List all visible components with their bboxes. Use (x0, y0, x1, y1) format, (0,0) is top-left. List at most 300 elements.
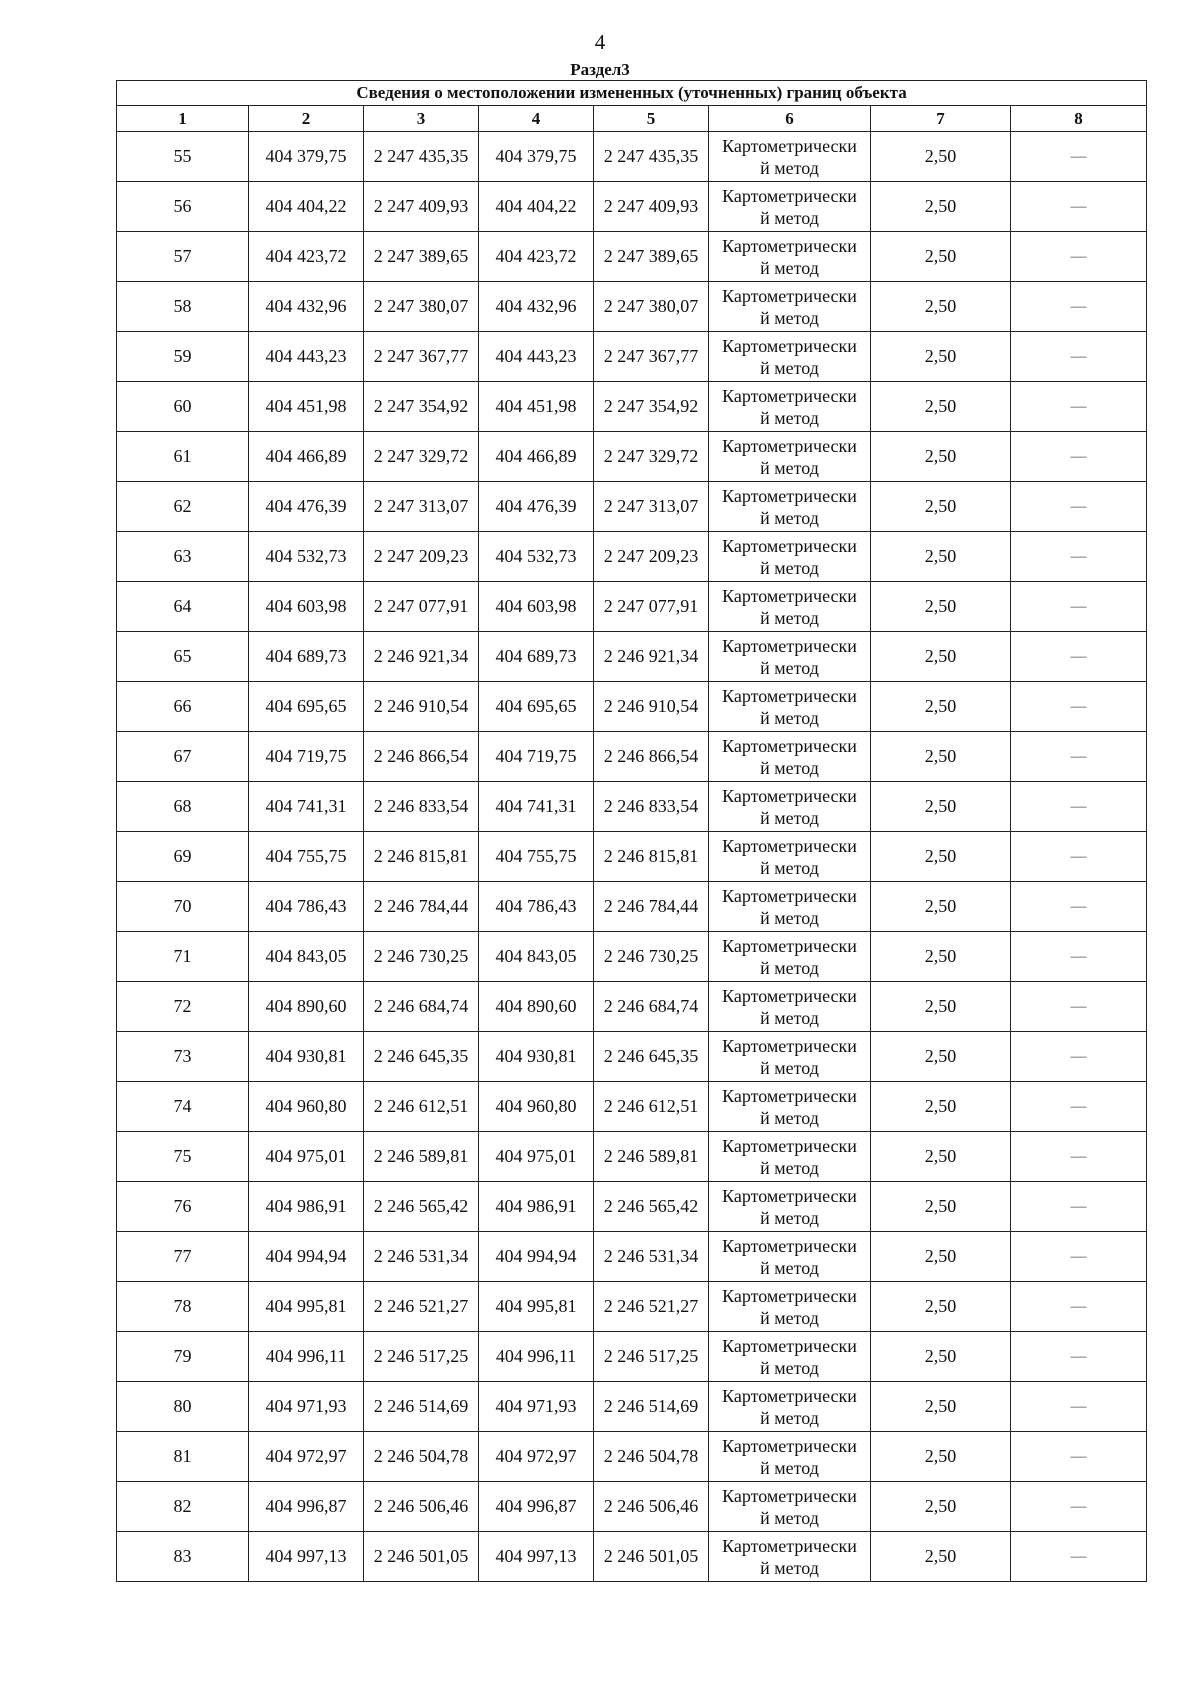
y-coordinate-cell: 2 246 866,54 (364, 732, 479, 782)
point-number-cell: 79 (117, 1332, 249, 1382)
method-cell (709, 682, 871, 732)
x-coordinate-cell: 404 960,80 (479, 1082, 594, 1132)
accuracy-cell: 2,50 (871, 582, 1011, 632)
x-coordinate-cell: 404 755,75 (479, 832, 594, 882)
table-title: Сведения о местоположении измененных (уточненных) границ объекта (117, 81, 1147, 106)
method-cell (709, 932, 871, 982)
table-body (117, 132, 1147, 1582)
description-cell: — (1011, 1482, 1147, 1532)
y-coordinate-cell: 2 246 517,25 (364, 1332, 479, 1382)
y-coordinate-cell: 2 247 409,93 (364, 182, 479, 232)
x-coordinate-cell: 404 466,89 (249, 432, 364, 482)
point-number-cell: 73 (117, 1032, 249, 1082)
accuracy-cell: 2,50 (871, 282, 1011, 332)
description-cell: — (1011, 682, 1147, 732)
table-row (117, 132, 1147, 182)
page-number: 4 (594, 30, 606, 54)
x-coordinate-cell: 404 997,13 (479, 1532, 594, 1582)
method-cell (709, 1082, 871, 1132)
x-coordinate-cell: 404 972,97 (249, 1432, 364, 1482)
y-coordinate-cell: 2 246 612,51 (594, 1082, 709, 1132)
x-coordinate-cell: 404 423,72 (249, 232, 364, 282)
description-cell: — (1011, 932, 1147, 982)
table-row (117, 582, 1147, 632)
y-coordinate-cell: 2 246 517,25 (594, 1332, 709, 1382)
table-row (117, 1482, 1147, 1532)
column-number: 4 (479, 106, 594, 132)
point-number-cell: 80 (117, 1382, 249, 1432)
method-cell (709, 1282, 871, 1332)
point-number-cell: 78 (117, 1282, 249, 1332)
column-number: 6 (709, 106, 871, 132)
y-coordinate-cell: 2 247 409,93 (594, 182, 709, 232)
table-row (117, 1382, 1147, 1432)
column-number: 2 (249, 106, 364, 132)
y-coordinate-cell: 2 246 645,35 (594, 1032, 709, 1082)
x-coordinate-cell: 404 960,80 (249, 1082, 364, 1132)
x-coordinate-cell: 404 603,98 (249, 582, 364, 632)
accuracy-cell: 2,50 (871, 1382, 1011, 1432)
table-row (117, 732, 1147, 782)
point-number-cell: 58 (117, 282, 249, 332)
method-text-line: й метод (760, 257, 819, 278)
description-cell: — (1011, 782, 1147, 832)
y-coordinate-cell: 2 246 833,54 (364, 782, 479, 832)
method-cell (709, 1432, 871, 1482)
description-cell: — (1011, 232, 1147, 282)
x-coordinate-cell: 404 930,81 (249, 1032, 364, 1082)
accuracy-cell: 2,50 (871, 1532, 1011, 1582)
method-cell (709, 1482, 871, 1532)
y-coordinate-cell: 2 246 730,25 (364, 932, 479, 982)
x-coordinate-cell: 404 379,75 (479, 132, 594, 182)
y-coordinate-cell: 2 246 521,27 (594, 1282, 709, 1332)
x-coordinate-cell: 404 379,75 (249, 132, 364, 182)
method-text-line: й метод (760, 857, 819, 878)
x-coordinate-cell: 404 432,96 (479, 282, 594, 332)
x-coordinate-cell: 404 930,81 (479, 1032, 594, 1082)
method-text-line: Картометрически (722, 1335, 857, 1356)
method-cell (709, 1532, 871, 1582)
method-text-line: Картометрически (722, 785, 857, 806)
description-cell: — (1011, 432, 1147, 482)
x-coordinate-cell: 404 996,11 (479, 1332, 594, 1382)
y-coordinate-cell: 2 247 389,65 (364, 232, 479, 282)
accuracy-cell: 2,50 (871, 632, 1011, 682)
x-coordinate-cell: 404 741,31 (479, 782, 594, 832)
point-number-cell: 68 (117, 782, 249, 832)
x-coordinate-cell: 404 996,87 (249, 1482, 364, 1532)
method-text-line: й метод (760, 1157, 819, 1178)
y-coordinate-cell: 2 247 329,72 (594, 432, 709, 482)
table-row (117, 182, 1147, 232)
y-coordinate-cell: 2 246 612,51 (364, 1082, 479, 1132)
column-number: 3 (364, 106, 479, 132)
y-coordinate-cell: 2 246 504,78 (594, 1432, 709, 1482)
method-text-line: Картометрически (722, 1235, 857, 1256)
x-coordinate-cell: 404 432,96 (249, 282, 364, 332)
y-coordinate-cell: 2 247 077,91 (594, 582, 709, 632)
x-coordinate-cell: 404 719,75 (479, 732, 594, 782)
y-coordinate-cell: 2 246 784,44 (594, 882, 709, 932)
point-number-cell: 59 (117, 332, 249, 382)
method-text-line: й метод (760, 907, 819, 928)
method-text-line: Картометрически (722, 635, 857, 656)
y-coordinate-cell: 2 246 531,34 (364, 1232, 479, 1282)
y-coordinate-cell: 2 246 866,54 (594, 732, 709, 782)
method-text-line: й метод (760, 157, 819, 178)
method-text-line: й метод (760, 1057, 819, 1078)
y-coordinate-cell: 2 246 565,42 (364, 1182, 479, 1232)
method-cell (709, 1032, 871, 1082)
accuracy-cell: 2,50 (871, 1232, 1011, 1282)
y-coordinate-cell: 2 247 354,92 (594, 382, 709, 432)
accuracy-cell: 2,50 (871, 1182, 1011, 1232)
x-coordinate-cell: 404 476,39 (249, 482, 364, 532)
method-text-line: Картометрически (722, 1385, 857, 1406)
method-text-line: Картометрически (722, 1535, 857, 1556)
description-cell: — (1011, 582, 1147, 632)
accuracy-cell: 2,50 (871, 682, 1011, 732)
table-row (117, 482, 1147, 532)
method-text-line: й метод (760, 457, 819, 478)
column-number: 1 (117, 106, 249, 132)
description-cell: — (1011, 1382, 1147, 1432)
method-text-line: й метод (760, 357, 819, 378)
method-text-line: й метод (760, 407, 819, 428)
point-number-cell: 62 (117, 482, 249, 532)
x-coordinate-cell: 404 971,93 (249, 1382, 364, 1432)
method-text-line: Картометрически (722, 885, 857, 906)
y-coordinate-cell: 2 246 833,54 (594, 782, 709, 832)
y-coordinate-cell: 2 247 329,72 (364, 432, 479, 482)
x-coordinate-cell: 404 689,73 (479, 632, 594, 682)
x-coordinate-cell: 404 741,31 (249, 782, 364, 832)
accuracy-cell: 2,50 (871, 532, 1011, 582)
y-coordinate-cell: 2 246 589,81 (364, 1132, 479, 1182)
method-text-line: й метод (760, 507, 819, 528)
table-row (117, 532, 1147, 582)
y-coordinate-cell: 2 246 514,69 (594, 1382, 709, 1432)
method-text-line: Картометрически (722, 1135, 857, 1156)
method-text-line: Картометрически (722, 485, 857, 506)
x-coordinate-cell: 404 689,73 (249, 632, 364, 682)
point-number-cell: 57 (117, 232, 249, 282)
method-text-line: й метод (760, 557, 819, 578)
method-text-line: Картометрически (722, 685, 857, 706)
method-text-line: й метод (760, 1207, 819, 1228)
y-coordinate-cell: 2 246 910,54 (364, 682, 479, 732)
table-row (117, 1532, 1147, 1582)
x-coordinate-cell: 404 695,65 (249, 682, 364, 732)
table-row (117, 682, 1147, 732)
y-coordinate-cell: 2 247 354,92 (364, 382, 479, 432)
method-text-line: й метод (760, 207, 819, 228)
x-coordinate-cell: 404 994,94 (249, 1232, 364, 1282)
table-row (117, 332, 1147, 382)
method-text-line: й метод (760, 707, 819, 728)
description-cell: — (1011, 832, 1147, 882)
y-coordinate-cell: 2 246 514,69 (364, 1382, 479, 1432)
x-coordinate-cell: 404 786,43 (479, 882, 594, 932)
y-coordinate-cell: 2 247 380,07 (594, 282, 709, 332)
y-coordinate-cell: 2 247 389,65 (594, 232, 709, 282)
description-cell: — (1011, 1082, 1147, 1132)
method-text-line: Картометрически (722, 185, 857, 206)
method-text-line: й метод (760, 1307, 819, 1328)
y-coordinate-cell: 2 247 077,91 (364, 582, 479, 632)
method-text-line: Картометрически (722, 385, 857, 406)
method-text-line: Картометрически (722, 335, 857, 356)
method-text-line: Картометрически (722, 1485, 857, 1506)
method-text-line: й метод (760, 307, 819, 328)
x-coordinate-cell: 404 719,75 (249, 732, 364, 782)
x-coordinate-cell: 404 890,60 (249, 982, 364, 1032)
method-cell (709, 132, 871, 182)
y-coordinate-cell: 2 246 684,74 (364, 982, 479, 1032)
y-coordinate-cell: 2 246 531,34 (594, 1232, 709, 1282)
x-coordinate-cell: 404 843,05 (249, 932, 364, 982)
method-text-line: Картометрически (722, 285, 857, 306)
x-coordinate-cell: 404 972,97 (479, 1432, 594, 1482)
x-coordinate-cell: 404 532,73 (479, 532, 594, 582)
accuracy-cell: 2,50 (871, 882, 1011, 932)
point-number-cell: 76 (117, 1182, 249, 1232)
y-coordinate-cell: 2 247 435,35 (364, 132, 479, 182)
point-number-cell: 69 (117, 832, 249, 882)
point-number-cell: 56 (117, 182, 249, 232)
accuracy-cell: 2,50 (871, 1332, 1011, 1382)
x-coordinate-cell: 404 890,60 (479, 982, 594, 1032)
x-coordinate-cell: 404 995,81 (249, 1282, 364, 1332)
table-row (117, 882, 1147, 932)
description-cell: — (1011, 982, 1147, 1032)
table-row (117, 1132, 1147, 1182)
x-coordinate-cell: 404 843,05 (479, 932, 594, 982)
method-cell (709, 482, 871, 532)
x-coordinate-cell: 404 476,39 (479, 482, 594, 532)
method-cell (709, 882, 871, 932)
method-cell (709, 1182, 871, 1232)
point-number-cell: 74 (117, 1082, 249, 1132)
point-number-cell: 81 (117, 1432, 249, 1482)
method-text-line: й метод (760, 1557, 819, 1578)
method-text-line: Картометрически (722, 435, 857, 456)
accuracy-cell: 2,50 (871, 1482, 1011, 1532)
method-text-line: й метод (760, 1457, 819, 1478)
description-cell: — (1011, 1532, 1147, 1582)
method-text-line: й метод (760, 1407, 819, 1428)
x-coordinate-cell: 404 975,01 (249, 1132, 364, 1182)
y-coordinate-cell: 2 246 565,42 (594, 1182, 709, 1232)
y-coordinate-cell: 2 247 367,77 (594, 332, 709, 382)
y-coordinate-cell: 2 247 435,35 (594, 132, 709, 182)
accuracy-cell: 2,50 (871, 432, 1011, 482)
y-coordinate-cell: 2 247 209,23 (594, 532, 709, 582)
x-coordinate-cell: 404 755,75 (249, 832, 364, 882)
description-cell: — (1011, 382, 1147, 432)
point-number-cell: 63 (117, 532, 249, 582)
accuracy-cell: 2,50 (871, 782, 1011, 832)
x-coordinate-cell: 404 404,22 (479, 182, 594, 232)
x-coordinate-cell: 404 986,91 (249, 1182, 364, 1232)
accuracy-cell: 2,50 (871, 482, 1011, 532)
x-coordinate-cell: 404 423,72 (479, 232, 594, 282)
accuracy-cell: 2,50 (871, 932, 1011, 982)
method-text-line: Картометрически (722, 835, 857, 856)
table-row (117, 832, 1147, 882)
x-coordinate-cell: 404 451,98 (479, 382, 594, 432)
y-coordinate-cell: 2 247 367,77 (364, 332, 479, 382)
section-heading: Раздел3 (570, 60, 630, 79)
column-number: 5 (594, 106, 709, 132)
description-cell: — (1011, 1032, 1147, 1082)
point-number-cell: 70 (117, 882, 249, 932)
x-coordinate-cell: 404 443,23 (249, 332, 364, 382)
method-text-line: Картометрически (722, 985, 857, 1006)
y-coordinate-cell: 2 246 730,25 (594, 932, 709, 982)
method-cell (709, 332, 871, 382)
accuracy-cell: 2,50 (871, 332, 1011, 382)
description-cell: — (1011, 482, 1147, 532)
method-cell (709, 182, 871, 232)
method-text-line: Картометрически (722, 1085, 857, 1106)
accuracy-cell: 2,50 (871, 132, 1011, 182)
method-text-line: Картометрически (722, 135, 857, 156)
method-cell (709, 1232, 871, 1282)
point-number-cell: 83 (117, 1532, 249, 1582)
method-text-line: Картометрически (722, 1285, 857, 1306)
method-text-line: й метод (760, 1107, 819, 1128)
method-text-line: Картометрически (722, 585, 857, 606)
method-cell (709, 1132, 871, 1182)
table-row (117, 1282, 1147, 1332)
method-cell (709, 582, 871, 632)
y-coordinate-cell: 2 247 380,07 (364, 282, 479, 332)
method-text-line: Картометрически (722, 535, 857, 556)
table-row (117, 432, 1147, 482)
accuracy-cell: 2,50 (871, 1082, 1011, 1132)
column-number: 7 (871, 106, 1011, 132)
y-coordinate-cell: 2 247 313,07 (364, 482, 479, 532)
y-coordinate-cell: 2 246 589,81 (594, 1132, 709, 1182)
accuracy-cell: 2,50 (871, 732, 1011, 782)
table-row (117, 1332, 1147, 1382)
point-number-cell: 65 (117, 632, 249, 682)
method-text-line: Картометрически (722, 235, 857, 256)
table-row (117, 1032, 1147, 1082)
table-row (117, 782, 1147, 832)
y-coordinate-cell: 2 247 209,23 (364, 532, 479, 582)
method-cell (709, 982, 871, 1032)
x-coordinate-cell: 404 986,91 (479, 1182, 594, 1232)
point-number-cell: 77 (117, 1232, 249, 1282)
x-coordinate-cell: 404 603,98 (479, 582, 594, 632)
method-text-line: й метод (760, 1357, 819, 1378)
method-cell (709, 432, 871, 482)
method-text-line: й метод (760, 807, 819, 828)
accuracy-cell: 2,50 (871, 1282, 1011, 1332)
description-cell: — (1011, 332, 1147, 382)
method-text-line: й метод (760, 1007, 819, 1028)
description-cell: — (1011, 732, 1147, 782)
table-row (117, 632, 1147, 682)
accuracy-cell: 2,50 (871, 1432, 1011, 1482)
x-coordinate-cell: 404 995,81 (479, 1282, 594, 1332)
y-coordinate-cell: 2 246 910,54 (594, 682, 709, 732)
x-coordinate-cell: 404 786,43 (249, 882, 364, 932)
table-row (117, 282, 1147, 332)
description-cell: — (1011, 182, 1147, 232)
y-coordinate-cell: 2 246 921,34 (594, 632, 709, 682)
description-cell: — (1011, 1282, 1147, 1332)
point-number-cell: 67 (117, 732, 249, 782)
column-number-row (117, 106, 1147, 132)
method-cell (709, 232, 871, 282)
x-coordinate-cell: 404 996,87 (479, 1482, 594, 1532)
description-cell: — (1011, 1132, 1147, 1182)
table-row (117, 232, 1147, 282)
y-coordinate-cell: 2 246 501,05 (594, 1532, 709, 1582)
x-coordinate-cell: 404 466,89 (479, 432, 594, 482)
x-coordinate-cell: 404 451,98 (249, 382, 364, 432)
method-cell (709, 632, 871, 682)
point-number-cell: 82 (117, 1482, 249, 1532)
table-title-row (117, 81, 1147, 106)
y-coordinate-cell: 2 246 521,27 (364, 1282, 479, 1332)
method-text-line: й метод (760, 607, 819, 628)
x-coordinate-cell: 404 404,22 (249, 182, 364, 232)
method-cell (709, 282, 871, 332)
description-cell: — (1011, 1332, 1147, 1382)
y-coordinate-cell: 2 246 506,46 (594, 1482, 709, 1532)
table-row (117, 382, 1147, 432)
accuracy-cell: 2,50 (871, 1132, 1011, 1182)
method-text-line: Картометрически (722, 935, 857, 956)
y-coordinate-cell: 2 246 784,44 (364, 882, 479, 932)
method-cell (709, 382, 871, 432)
boundary-coordinates-table (116, 80, 1147, 1582)
x-coordinate-cell: 404 971,93 (479, 1382, 594, 1432)
table-row (117, 1232, 1147, 1282)
x-coordinate-cell: 404 443,23 (479, 332, 594, 382)
y-coordinate-cell: 2 246 504,78 (364, 1432, 479, 1482)
y-coordinate-cell: 2 246 921,34 (364, 632, 479, 682)
method-text-line: й метод (760, 1507, 819, 1528)
method-text-line: й метод (760, 1257, 819, 1278)
point-number-cell: 64 (117, 582, 249, 632)
x-coordinate-cell: 404 996,11 (249, 1332, 364, 1382)
x-coordinate-cell: 404 695,65 (479, 682, 594, 732)
y-coordinate-cell: 2 247 313,07 (594, 482, 709, 532)
y-coordinate-cell: 2 246 506,46 (364, 1482, 479, 1532)
description-cell: — (1011, 1232, 1147, 1282)
description-cell: — (1011, 882, 1147, 932)
x-coordinate-cell: 404 994,94 (479, 1232, 594, 1282)
method-cell (709, 732, 871, 782)
point-number-cell: 75 (117, 1132, 249, 1182)
y-coordinate-cell: 2 246 684,74 (594, 982, 709, 1032)
point-number-cell: 55 (117, 132, 249, 182)
table-row (117, 1432, 1147, 1482)
y-coordinate-cell: 2 246 815,81 (594, 832, 709, 882)
y-coordinate-cell: 2 246 501,05 (364, 1532, 479, 1582)
method-cell (709, 532, 871, 582)
accuracy-cell: 2,50 (871, 232, 1011, 282)
method-text-line: Картометрически (722, 1435, 857, 1456)
description-cell: — (1011, 132, 1147, 182)
point-number-cell: 60 (117, 382, 249, 432)
